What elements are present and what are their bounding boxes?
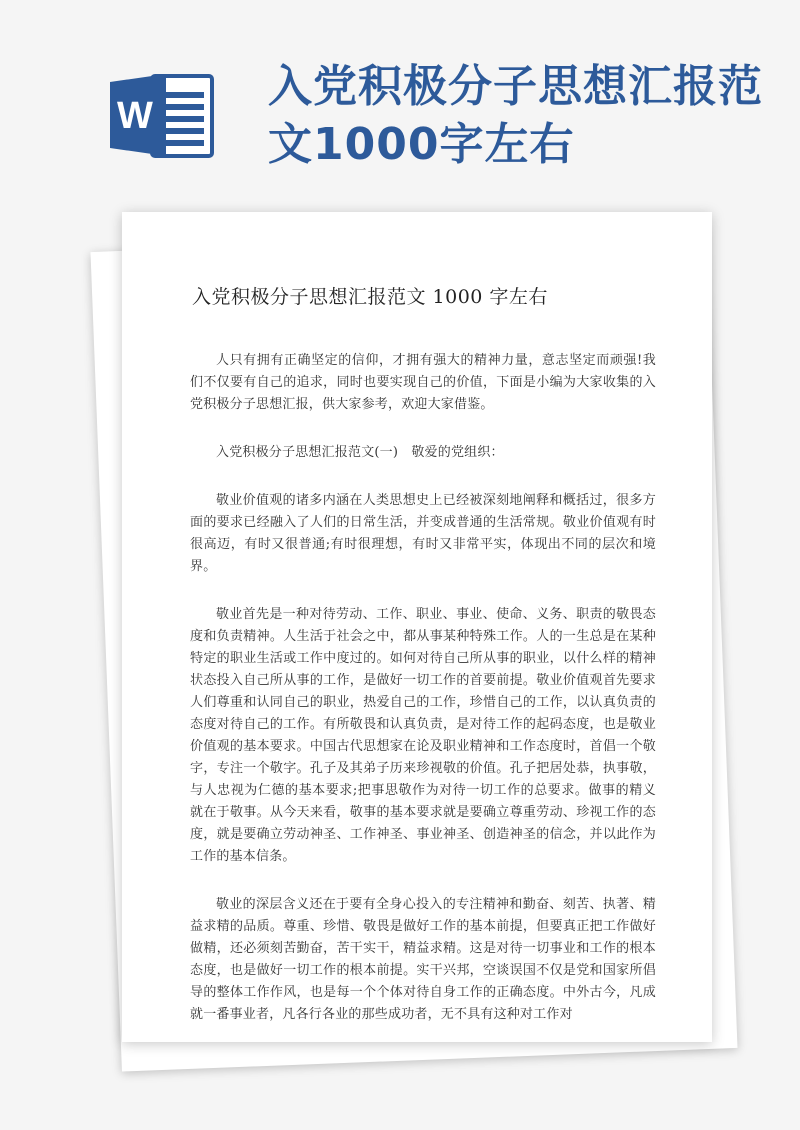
document-body [190,350,656,1042]
svg-text:W: W [117,95,153,137]
page-title: 入党积极分子思想汇报范文1000字左右 [268,61,763,170]
intro-paragraph: 人只有拥有正确坚定的信仰，才拥有强大的精神力量，意志坚定而顽强!我们不仅要有自己的追求，同时也要实现自己的价值，下面是小编为大家收集的入党积极分子思想汇报，供大家参考，欢迎大家借鉴。 [190,353,656,412]
body-paragraph: 敬业首先是一种对待劳动、工作、职业、事业、使命、义务、职责的敬畏态度和负责精神。人生活于社会之中，都从事某种特殊工作。人的一生总是在某种特定的职业生活或工作中度过的。如何对待自己所从事的职业，以什么样的精神状态投入自己所从事的工作，是做好一切工作的首要前提。敬业价值观首先要求人们尊重和认同自己的职业，热爱自己的工作，珍惜自己的工作，以认真负责的态度对待自己的工作。有所敬畏和认真负责，是对待工作的起码态度，也是敬业价值观的基本要求。中国古代思想家在论及职业精神和工作态度时，首倡一个敬字，专注一个敬字。孔子及其弟子历来珍视敬的价值。孔子把居处恭，执事敬，与人忠视为仁德的基本要求;把事思敬作为对待一切工作的总要求。做事的精义就在于敬事。从今天来看，敬事的基本要求就是要确立尊重劳动、珍视工作的态度，就是要确立劳动神圣、工作神圣、事业神圣、创造神圣的信念，并以此作为工作的基本信条。 [190,607,656,864]
document-page [122,212,712,1042]
body-paragraph: 敬业的深层含义还在于要有全身心投入的专注精神和勤奋、刻苦、执著、精益求精的品质。尊重、珍惜、敬畏是做好工作的基本前提，但要真正把工作做好做精，还必须刻苦勤奋，苦干实干，精益求精。这是对待一切事业和工作的根本态度，也是做好一切工作的根本前提。实干兴邦，空谈误国不仅是党和国家所倡导的整体工作作风，也是每一个个体对待自身工作的正确态度。中外古今，凡成就一番事业者，凡各行各业的那些成功者，无不具有这种对工作对 [190,897,656,1022]
document-title: 入党积极分子思想汇报范文 1000 字左右 [192,286,548,308]
section-heading: 入党积极分子思想汇报范文(一) 敬爱的党组织： [216,445,504,460]
body-paragraph: 敬业价值观的诸多内涵在人类思想史上已经被深刻地阐释和概括过，很多方面的要求已经融入了人们的日常生活，并变成普通的生活常规。敬业价值观有时很高迈，有时又很普通;有时很理想，有时又非常平实，体现出不同的层次和境界。 [190,493,656,574]
